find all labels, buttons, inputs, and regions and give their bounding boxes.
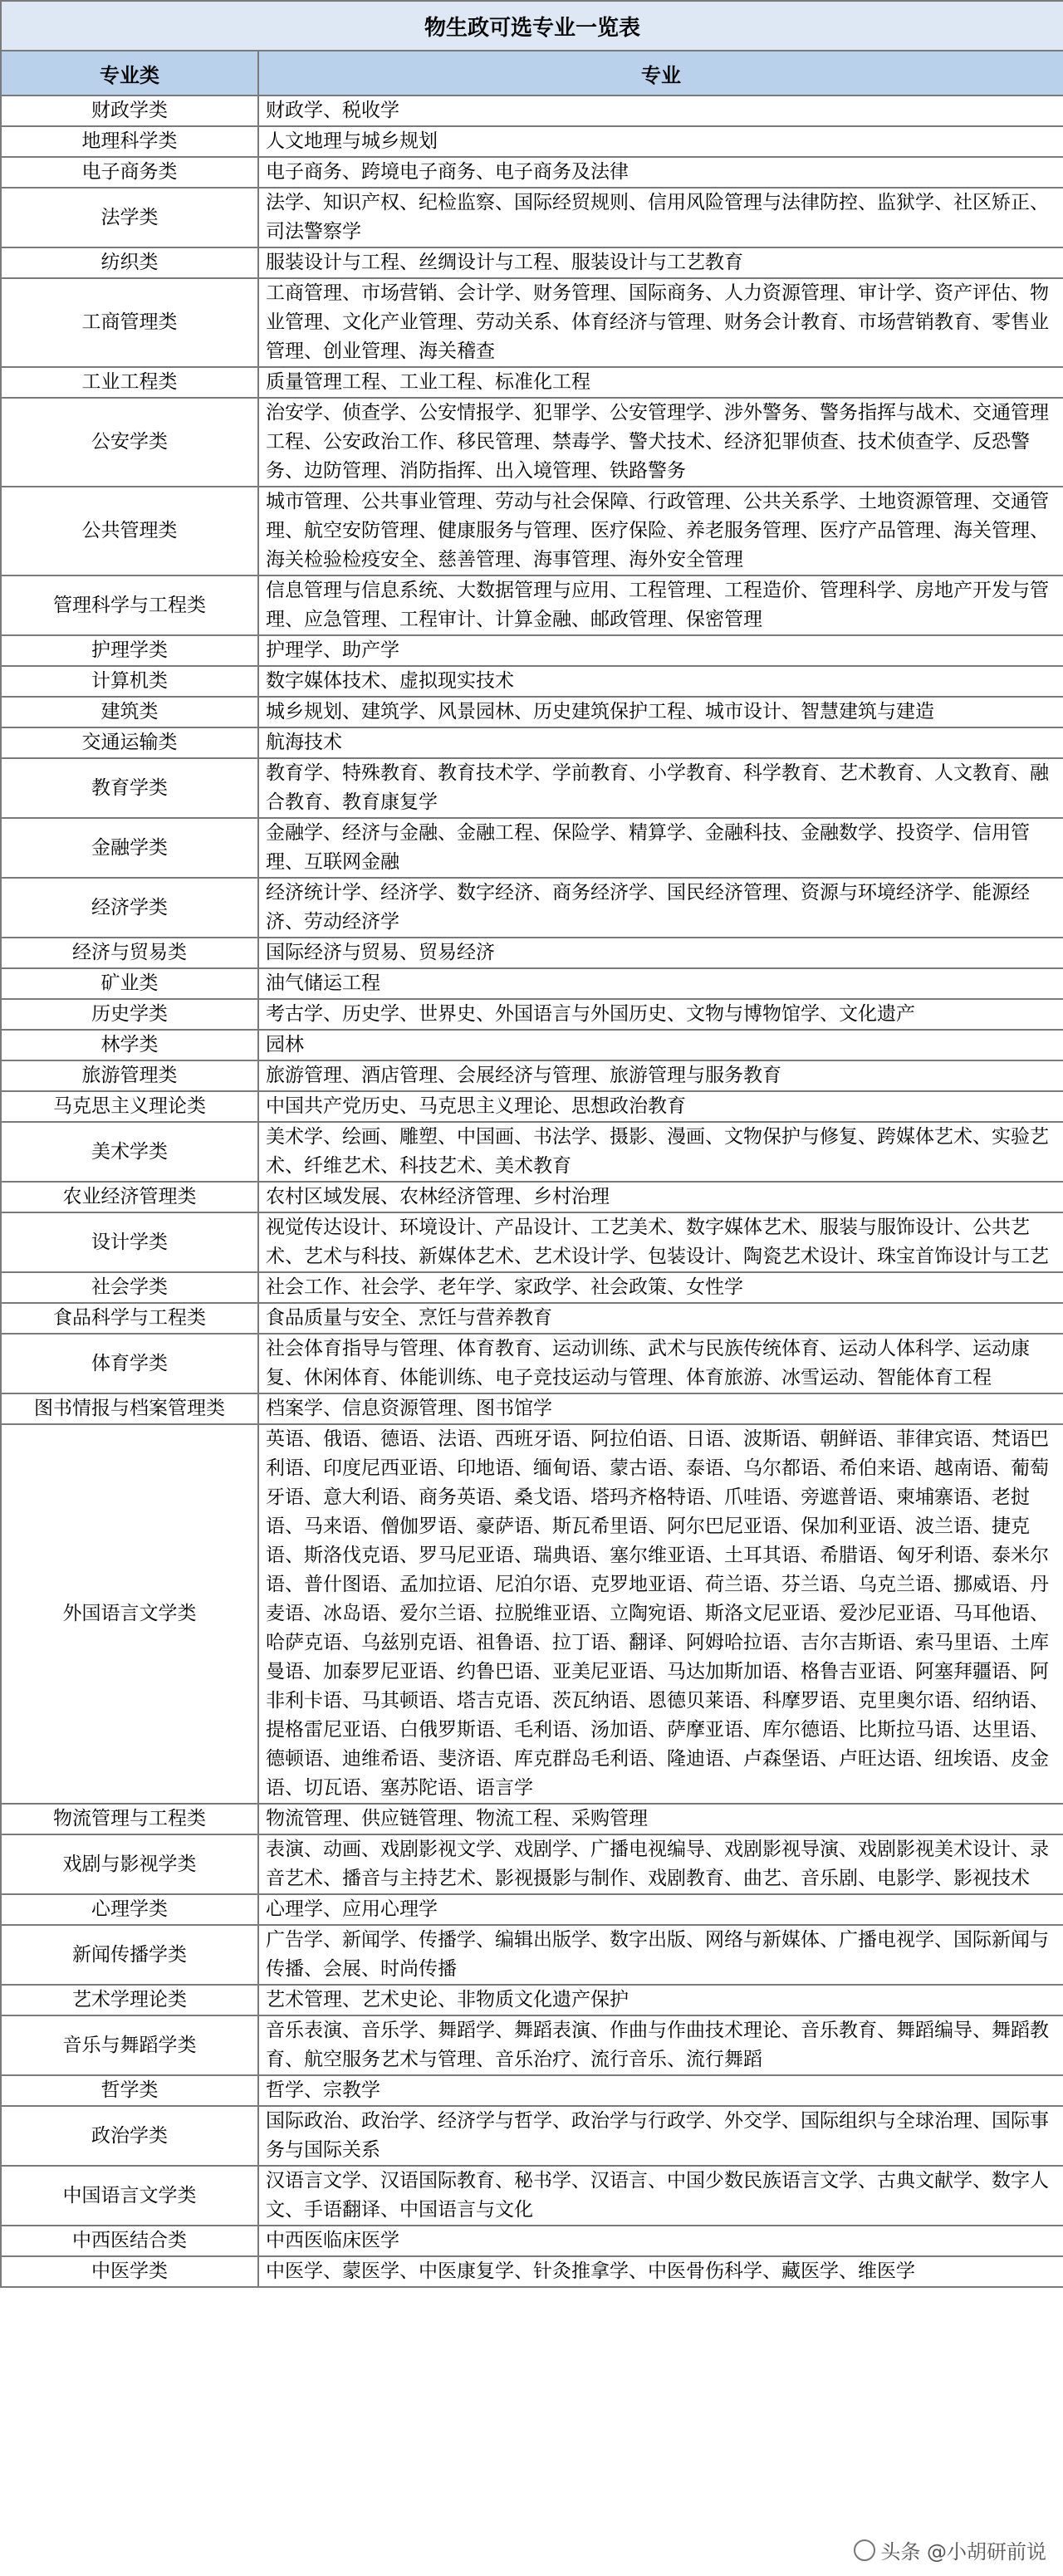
category-cell: 管理科学与工程类 (1, 575, 258, 635)
category-cell: 政治学类 (1, 2106, 258, 2166)
category-cell: 物流管理与工程类 (1, 1804, 258, 1834)
category-cell: 食品科学与工程类 (1, 1303, 258, 1334)
table-row (1, 278, 1063, 367)
watermark-text: 头条 @小胡研前说 (880, 2540, 1046, 2564)
category-cell: 公安学类 (1, 398, 258, 487)
majors-cell: 信息管理与信息系统、大数据管理与应用、工程管理、工程造价、管理科学、房地产开发与管理、应急管理、工程审计、计算金融、邮政管理、保密管理 (258, 575, 1063, 635)
category-cell: 中国语言文学类 (1, 2166, 258, 2226)
majors-cell: 财政学、税收学 (258, 95, 1063, 126)
majors-cell: 数字媒体技术、虚拟现实技术 (258, 666, 1063, 697)
majors-cell: 经济统计学、经济学、数字经济、商务经济学、国民经济管理、资源与环境经济学、能源经济、劳动经济学 (258, 878, 1063, 938)
majors-cell: 城市管理、公共事业管理、劳动与社会保障、行政管理、公共关系学、土地资源管理、交通管理、航空安防管理、健康服务与管理、医疗保险、养老服务管理、医疗产品管理、海关管理、海关检验检疫安全、慈善管理、海事管理、海外安全管理 (258, 487, 1063, 575)
majors-cell: 广告学、新闻学、传播学、编辑出版学、数字出版、网络与新媒体、广播电视学、国际新闻与传播、会展、时尚传播 (258, 1925, 1063, 1985)
majors-cell: 旅游管理、酒店管理、会展经济与管理、旅游管理与服务教育 (258, 1060, 1063, 1091)
category-cell: 交通运输类 (1, 727, 258, 758)
category-cell: 公共管理类 (1, 487, 258, 575)
majors-cell: 金融学、经济与金融、金融工程、保险学、精算学、金融科技、金融数学、投资学、信用管理、互联网金融 (258, 818, 1063, 878)
table-row (1, 635, 1063, 666)
category-cell: 工商管理类 (1, 278, 258, 367)
category-cell: 法学类 (1, 188, 258, 247)
category-cell: 中西医结合类 (1, 2226, 258, 2256)
category-cell: 戏剧与影视学类 (1, 1834, 258, 1894)
table-row (1, 2226, 1063, 2256)
table-row (1, 95, 1063, 126)
table-row (1, 697, 1063, 727)
category-cell: 社会学类 (1, 1272, 258, 1303)
table-row (1, 999, 1063, 1030)
table-row (1, 1060, 1063, 1091)
table-row (1, 2166, 1063, 2226)
table-row (1, 1182, 1063, 1212)
majors-cell: 英语、俄语、德语、法语、西班牙语、阿拉伯语、日语、波斯语、朝鲜语、菲律宾语、梵语巴利语、印度尼西亚语、印地语、缅甸语、蒙古语、泰语、乌尔都语、希伯来语、越南语、葡萄牙语、意大利语、商务英语、桑戈语、塔玛齐格特语、爪哇语、旁遮普语、柬埔寨语、老挝语、马来语、僧伽罗语、豪萨语、斯瓦希里语、阿尔巴尼亚语、保加利亚语、波兰语、捷克语、斯洛伐克语、罗马尼亚语、瑞典语、塞尔维亚语、土耳其语、希腊语、匈牙利语、泰米尔语、普什图语、孟加拉语、尼泊尔语、克罗地亚语、荷兰语、芬兰语、乌克兰语、挪威语、丹麦语、冰岛语、爱尔兰语、拉脱维亚语、立陶宛语、斯洛文尼亚语、爱沙尼亚语、马耳他语、哈萨克语、乌兹别克语、祖鲁语、拉丁语、翻译、阿姆哈拉语、吉尔吉斯语、索马里语、土库曼语、加泰罗尼亚语、约鲁巴语、亚美尼亚语、马达加斯加语、格鲁吉亚语、阿塞拜疆语、阿非利卡语、马其顿语、塔吉克语、茨瓦纳语、恩德贝莱语、科摩罗语、克里奥尔语、绍纳语、提格雷尼亚语、白俄罗斯语、毛利语、汤加语、萨摩亚语、库尔德语、比斯拉马语、达里语、德顿语、迪维希语、斐济语、库克群岛毛利语、隆迪语、卢森堡语、卢旺达语、纽埃语、皮金语、切瓦语、塞苏陀语、语言学 (258, 1424, 1063, 1804)
category-cell: 经济学类 (1, 878, 258, 938)
category-cell: 地理科学类 (1, 126, 258, 157)
category-cell: 历史学类 (1, 999, 258, 1030)
category-cell: 哲学类 (1, 2075, 258, 2106)
table-row (1, 367, 1063, 398)
category-cell: 设计学类 (1, 1212, 258, 1272)
category-cell: 外国语言文学类 (1, 1424, 258, 1804)
table-row (1, 2075, 1063, 2106)
majors-cell: 物流管理、供应链管理、物流工程、采购管理 (258, 1804, 1063, 1834)
category-cell: 财政学类 (1, 95, 258, 126)
table-row (1, 398, 1063, 487)
table-row (1, 818, 1063, 878)
table-row (1, 247, 1063, 278)
majors-cell: 汉语言文学、汉语国际教育、秘书学、汉语言、中国少数民族语言文学、古典文献学、数字人文、手语翻译、中国语言与文化 (258, 2166, 1063, 2226)
majors-cell: 油气储运工程 (258, 968, 1063, 999)
header-major: 专业 (258, 51, 1063, 95)
watermark-logo-icon (854, 2539, 875, 2561)
majors-cell: 考古学、历史学、世界史、外国语言与外国历史、文物与博物馆学、文化遗产 (258, 999, 1063, 1030)
table-row (1, 1334, 1063, 1393)
table-row (1, 938, 1063, 968)
category-cell: 艺术学理论类 (1, 1985, 258, 2015)
majors-cell: 农村区域发展、农林经济管理、乡村治理 (258, 1182, 1063, 1212)
table-row (1, 2015, 1063, 2075)
category-cell: 林学类 (1, 1030, 258, 1060)
majors-cell: 社会体育指导与管理、体育教育、运动训练、武术与民族传统体育、运动人体科学、运动康复、休闲体育、体能训练、电子竞技运动与管理、体育旅游、冰雪运动、智能体育工程 (258, 1334, 1063, 1393)
majors-cell: 工商管理、市场营销、会计学、财务管理、国际商务、人力资源管理、审计学、资产评估、物业管理、文化产业管理、劳动关系、体育经济与管理、财务会计教育、市场营销教育、零售业管理、创业管理、海关稽查 (258, 278, 1063, 367)
category-cell: 中医学类 (1, 2256, 258, 2287)
table-row (1, 1894, 1063, 1925)
table-row (1, 1834, 1063, 1894)
table-row (1, 968, 1063, 999)
majors-cell: 园林 (258, 1030, 1063, 1060)
category-cell: 美术学类 (1, 1122, 258, 1182)
table-row (1, 727, 1063, 758)
majors-cell: 电子商务、跨境电子商务、电子商务及法律 (258, 157, 1063, 188)
category-cell: 教育学类 (1, 758, 258, 818)
table-row (1, 666, 1063, 697)
table-row (1, 1925, 1063, 1985)
majors-cell: 视觉传达设计、环境设计、产品设计、工艺美术、数字媒体艺术、服装与服饰设计、公共艺术、艺术与科技、新媒体艺术、艺术设计学、包装设计、陶瓷艺术设计、珠宝首饰设计与工艺 (258, 1212, 1063, 1272)
category-cell: 图书情报与档案管理类 (1, 1393, 258, 1424)
table-row (1, 126, 1063, 157)
majors-cell: 教育学、特殊教育、教育技术学、学前教育、小学教育、科学教育、艺术教育、人文教育、融合教育、教育康复学 (258, 758, 1063, 818)
majors-cell: 哲学、宗教学 (258, 2075, 1063, 2106)
majors-cell: 国际经济与贸易、贸易经济 (258, 938, 1063, 968)
table-row (1, 1212, 1063, 1272)
majors-cell: 中西医临床医学 (258, 2226, 1063, 2256)
table-row (1, 1030, 1063, 1060)
category-cell: 马克思主义理论类 (1, 1091, 258, 1122)
category-cell: 新闻传播学类 (1, 1925, 258, 1985)
majors-cell: 音乐表演、音乐学、舞蹈学、舞蹈表演、作曲与作曲技术理论、音乐教育、舞蹈编导、舞蹈教育、航空服务艺术与管理、音乐治疗、流行音乐、流行舞蹈 (258, 2015, 1063, 2075)
table-row (1, 2256, 1063, 2287)
table-row (1, 188, 1063, 247)
table-body (1, 95, 1063, 2287)
majors-cell: 社会工作、社会学、老年学、家政学、社会政策、女性学 (258, 1272, 1063, 1303)
table-row (1, 1985, 1063, 2015)
table-row (1, 2106, 1063, 2166)
majors-cell: 档案学、信息资源管理、图书馆学 (258, 1393, 1063, 1424)
category-cell: 纺织类 (1, 247, 258, 278)
majors-cell: 护理学、助产学 (258, 635, 1063, 666)
table-row (1, 878, 1063, 938)
watermark (849, 2534, 1051, 2566)
majors-cell: 美术学、绘画、雕塑、中国画、书法学、摄影、漫画、文物保护与修复、跨媒体艺术、实验艺术、纤维艺术、科技艺术、美术教育 (258, 1122, 1063, 1182)
majors-cell: 中医学、蒙医学、中医康复学、针灸推拿学、中医骨伤科学、藏医学、维医学 (258, 2256, 1063, 2287)
majors-cell: 中国共产党历史、马克思主义理论、思想政治教育 (258, 1091, 1063, 1122)
majors-cell: 食品质量与安全、烹饪与营养教育 (258, 1303, 1063, 1334)
category-cell: 金融学类 (1, 818, 258, 878)
table-row (1, 1303, 1063, 1334)
majors-cell: 表演、动画、戏剧影视文学、戏剧学、广播电视编导、戏剧影视导演、戏剧影视美术设计、录音艺术、播音与主持艺术、影视摄影与制作、戏剧教育、曲艺、音乐剧、电影学、影视技术 (258, 1834, 1063, 1894)
category-cell: 农业经济管理类 (1, 1182, 258, 1212)
category-cell: 经济与贸易类 (1, 938, 258, 968)
category-cell: 心理学类 (1, 1894, 258, 1925)
majors-cell: 法学、知识产权、纪检监察、国际经贸规则、信用风险管理与法律防控、监狱学、社区矫正、司法警察学 (258, 188, 1063, 247)
category-cell: 电子商务类 (1, 157, 258, 188)
category-cell: 建筑类 (1, 697, 258, 727)
header-category: 专业类 (1, 51, 258, 95)
table-row (1, 575, 1063, 635)
table-row (1, 1393, 1063, 1424)
majors-cell: 国际政治、政治学、经济学与哲学、政治学与行政学、外交学、国际组织与全球治理、国际事务与国际关系 (258, 2106, 1063, 2166)
category-cell: 工业工程类 (1, 367, 258, 398)
header-row (1, 51, 1063, 95)
category-cell: 矿业类 (1, 968, 258, 999)
table-row (1, 758, 1063, 818)
table-title: 物生政可选专业一览表 (1, 1, 1063, 51)
table-row (1, 487, 1063, 575)
majors-cell: 人文地理与城乡规划 (258, 126, 1063, 157)
majors-cell: 城乡规划、建筑学、风景园林、历史建筑保护工程、城市设计、智慧建筑与建造 (258, 697, 1063, 727)
majors-cell: 治安学、侦查学、公安情报学、犯罪学、公安管理学、涉外警务、警务指挥与战术、交通管理工程、公安政治工作、移民管理、禁毒学、警犬技术、经济犯罪侦查、技术侦查学、反恐警务、边防管理、消防指挥、出入境管理、铁路警务 (258, 398, 1063, 487)
table-row (1, 1424, 1063, 1804)
majors-cell: 艺术管理、艺术史论、非物质文化遗产保护 (258, 1985, 1063, 2015)
category-cell: 音乐与舞蹈学类 (1, 2015, 258, 2075)
table-row (1, 1272, 1063, 1303)
table-row (1, 157, 1063, 188)
table-row (1, 1122, 1063, 1182)
table-row (1, 1804, 1063, 1834)
majors-cell: 心理学、应用心理学 (258, 1894, 1063, 1925)
category-cell: 护理学类 (1, 635, 258, 666)
category-cell: 体育学类 (1, 1334, 258, 1393)
majors-cell: 服装设计与工程、丝绸设计与工程、服装设计与工艺教育 (258, 247, 1063, 278)
table-row (1, 1091, 1063, 1122)
category-cell: 计算机类 (1, 666, 258, 697)
majors-cell: 航海技术 (258, 727, 1063, 758)
majors-cell: 质量管理工程、工业工程、标准化工程 (258, 367, 1063, 398)
category-cell: 旅游管理类 (1, 1060, 258, 1091)
